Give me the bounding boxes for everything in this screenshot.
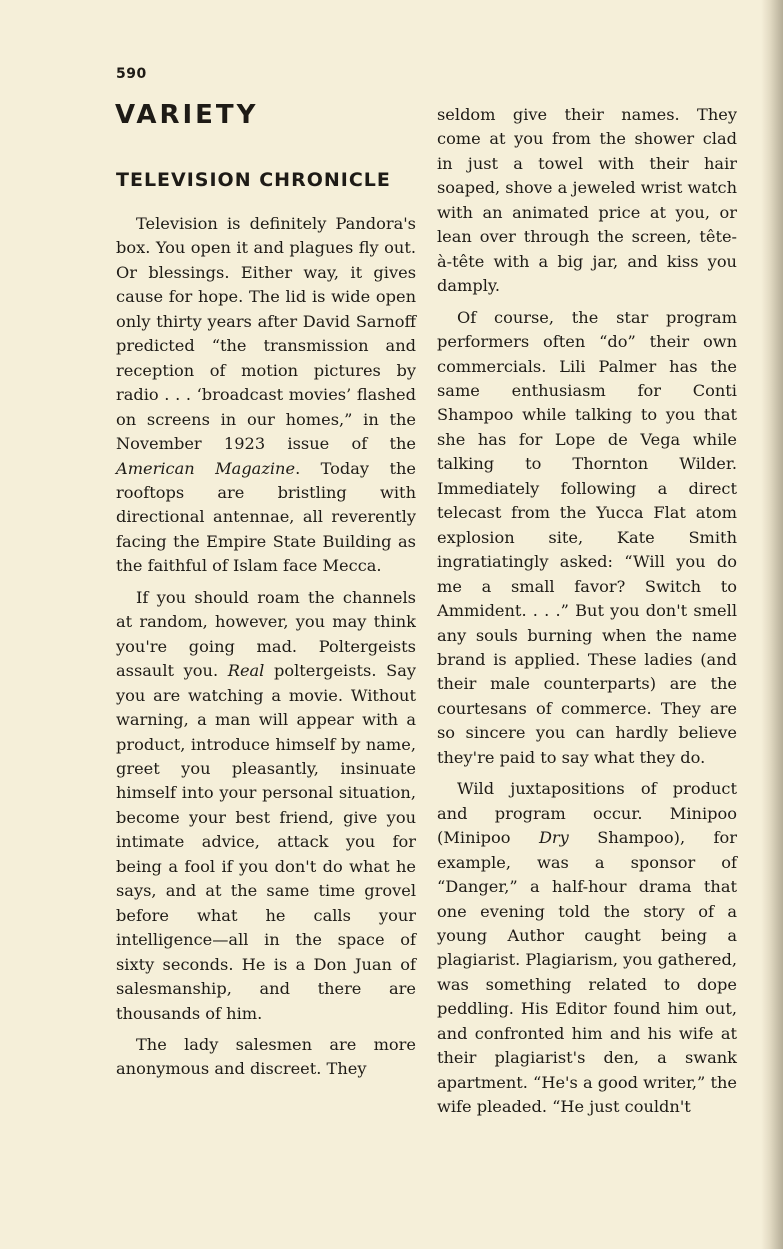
- page-number: 590: [116, 66, 147, 82]
- magazine-title: VARIETY: [115, 100, 259, 130]
- article-title: TELEVISION CHRONICLE: [116, 169, 391, 191]
- paragraph: Of course, the star program performers often “do” their own commercials. Lili Palmer has the same enthusiasm for Conti Shampoo while talking to you that she has for Lope de Vega while talking to Thornton Wilder. Immediately following a direct telecast from the Yucca Flat atom explosion site, Kate Smith ingratiatingly asked: “Will you do me a small favor? Switch to Ammident. . . .” But you don't smell any souls burning when the name brand is applied. These ladies (and their male counterparts) are the courtesans of commerce. They are so sincere you can hardly believe they're paid to say what they do.: [437, 307, 737, 767]
- text-column-left: [116, 212, 416, 1082]
- page-edge-shadow: [761, 0, 783, 1249]
- text-column-right: [437, 103, 737, 1120]
- paragraph: If you should roam the channels at random, however, you may think you're going mad. Poltergeists assault you. Real poltergeists. Say you are watching a movie. Without warning, a man will appear with a product, introduce himself by name, greet you pleasantly, insinuate himself into your personal situation, become your best friend, give you intimate advice, attack you for being a fool if you don't do what he says, and at the same time grovel before what he calls your intelligence—all in the space of sixty seconds. He is a Don Juan of salesmanship, and there are thousands of him.: [116, 587, 416, 1023]
- paragraph: Wild juxtapositions of product and program occur. Minipoo (Minipoo Dry Shampoo), for example, was a sponsor of “Danger,” a half-hour drama that one evening told the story of a young Author caught being a plagiarist. Plagiarism, you gathered, was something related to dope peddling. His Editor found him out, and confronted him and his wife at their plagiarist's den, a swank apartment. “He's a good writer,” the wife pleaded. “He just couldn't: [437, 779, 737, 1117]
- paragraph: Television is definitely Pandora's box. You open it and plagues fly out. Or blessings. Either way, it gives cause for hope. The lid is wide open only thirty years after David Sarnoff predicted “the transmission and reception of motion pictures by radio . . . ‘broadcast movies’ flashed on screens in our homes,” in the November 1923 issue of the American Magazine. Today the rooftops are bristling with directional antennae, all reverently facing the Empire State Building as the faithful of Islam face Mecca.: [116, 214, 417, 576]
- paragraph: The lady salesmen are more anonymous and discreet. They: [116, 1034, 416, 1079]
- paragraph: seldom give their names. They come at you from the shower clad in just a towel with their hair soaped, shove a jeweled wrist watch with an animated price at you, or lean over through the screen, tête-à-tête with a big jar, and kiss you damply.: [437, 105, 737, 296]
